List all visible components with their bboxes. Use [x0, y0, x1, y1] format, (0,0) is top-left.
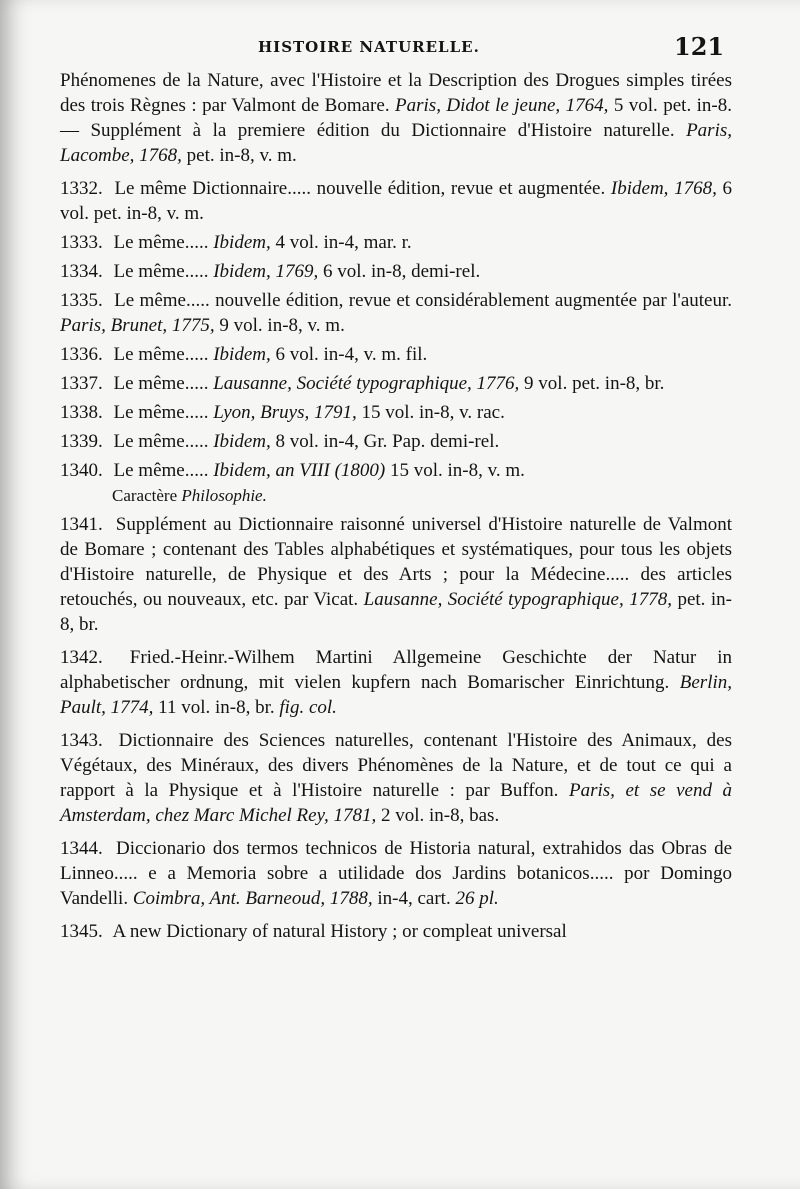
- entry-1340: [60, 458, 732, 508]
- entry-main: Le même.....: [113, 373, 209, 394]
- entry-1332: [60, 176, 732, 226]
- entry-main: Le même.....: [113, 431, 209, 452]
- entry-desc: 5 vol. pet. in-8. — Supplément à la premiere édition du Dictionnaire d'Histoire naturelle.: [60, 95, 733, 141]
- entry-desc: pet. in-8, br.: [60, 589, 733, 635]
- entry-tail: fig. col.: [279, 697, 337, 718]
- entry-main: Le même.....: [113, 232, 209, 253]
- entry-main: Diccionario dos termos technicos de Historia natural, extrahidos das Obras de Linneo..... e a Memoria sobre a utilidade dos Jardins botanicos..... por Domingo Vandelli.: [60, 838, 733, 909]
- entry-number: 1338.: [60, 402, 103, 423]
- entry-number: 1337.: [60, 373, 103, 394]
- entry-tail: 26 pl.: [455, 888, 499, 909]
- entry-imprint: Paris, et se vend à Amsterdam, chez Marc Michel Rey, 1781,: [60, 780, 732, 826]
- entry-1337: [60, 371, 732, 396]
- entry-main: Fried.-Heinr.-Wilhem Martini Allgemeine Geschichte der Natur in alphabetischer ordnung, mit vielen kupfern nach Bomarischer Einrichtung.: [60, 647, 733, 693]
- entry-main: Le même..... nouvelle édition, revue et considérablement augmentée par l'auteur.: [114, 290, 732, 311]
- entry-main: Phénomenes de la Nature, avec l'Histoire et la Description des Drogues simples tirées des trois Règnes : par Valmont de Bomare.: [60, 70, 732, 116]
- entry-number: 1344.: [60, 838, 103, 859]
- entry-imprint: Ibidem,: [213, 232, 271, 253]
- entry-imprint-2: Paris, Lacombe, 1768,: [60, 120, 733, 166]
- entry-main: Le même.....: [113, 344, 209, 365]
- entry-number: 1333.: [60, 232, 103, 253]
- entry-imprint: Ibidem,: [213, 344, 271, 365]
- note-label: Caractère: [112, 486, 178, 505]
- catalog-text: [60, 68, 732, 948]
- entry-desc: in-4, cart.: [377, 888, 451, 909]
- entry-number: 1342.: [60, 647, 103, 668]
- entry-1342: [60, 645, 732, 720]
- entry-number: 1343.: [60, 730, 103, 751]
- entry-main: Le même.....: [113, 402, 209, 423]
- entry-1338: [60, 400, 732, 425]
- entry-desc: 4 vol. in-4, mar. r.: [275, 232, 412, 253]
- entry-1334: [60, 259, 732, 284]
- entry-main: Supplément au Dictionnaire raisonné universel d'Histoire naturelle de Valmont de Bomare ; contenant des Tables alphabétiques et systématiques, pour tous les objets d'Histoire naturelle, de Physique et des Arts ; pour la Médecine..... des articles retouchés, ou nouveaux, etc. par Vicat.: [60, 514, 732, 610]
- entry-main: Le même.....: [113, 261, 209, 282]
- entry-number: 1345.: [60, 921, 103, 942]
- entry-imprint: Ibidem, 1769,: [213, 261, 319, 282]
- entry-imprint: Lausanne, Société typographique, 1778,: [363, 589, 672, 610]
- entry-imprint: Coimbra, Ant. Barneoud, 1788,: [132, 888, 373, 909]
- entry-imprint: Berlin, Pault, 1774,: [60, 672, 733, 718]
- entry-imprint: Paris, Brunet, 1775,: [60, 315, 215, 336]
- note-value: Philosophie.: [181, 486, 267, 505]
- entry-number: 1334.: [60, 261, 103, 282]
- entry-1344: [60, 836, 732, 911]
- page-header: [0, 32, 800, 62]
- entry-main: Le même.....: [113, 460, 209, 481]
- entry-desc: 11 vol. in-8, br.: [158, 697, 275, 718]
- entry-desc: 2 vol. in-8, bas.: [380, 805, 500, 826]
- entry-desc: 9 vol. in-8, v. m.: [219, 315, 345, 336]
- entry-1341: [60, 512, 732, 637]
- page-number: 121: [674, 32, 725, 61]
- entry-desc: 9 vol. pet. in-8, br.: [524, 373, 665, 394]
- entry-main: Dictionnaire des Sciences naturelles, contenant l'Histoire des Animaux, des Végétaux, des Minéraux, des divers Phénomènes de la Nature, et de tout ce qui a rapport à la Physique et à l'Histoire naturelle : par Buffon.: [60, 730, 733, 801]
- entry-1339: [60, 429, 732, 454]
- entry-number: 1339.: [60, 431, 103, 452]
- entry-1345: [60, 919, 732, 944]
- entry-desc: 6 vol. in-4, v. m. fil.: [275, 344, 428, 365]
- continuation-entry: [60, 68, 732, 168]
- entry-number: 1332.: [60, 178, 103, 199]
- entry-desc: 6 vol. in-8, demi-rel.: [322, 261, 481, 282]
- entry-imprint: Paris, Didot le jeune, 1764,: [395, 95, 609, 116]
- entry-main: Le même Dictionnaire..... nouvelle édition, revue et augmentée.: [114, 178, 606, 199]
- entry-imprint: Ibidem,: [213, 431, 271, 452]
- entry-imprint: Lyon, Bruys, 1791,: [213, 402, 357, 423]
- entry-desc: 8 vol. in-4, Gr. Pap. demi-rel.: [275, 431, 500, 452]
- entry-number: 1336.: [60, 344, 103, 365]
- entry-desc: 15 vol. in-8, v. rac.: [361, 402, 505, 423]
- entry-desc: 15 vol. in-8, v. m.: [389, 460, 525, 481]
- entry-desc: 6 vol. pet. in-8, v. m.: [60, 178, 733, 224]
- entry-number: 1341.: [60, 514, 103, 535]
- entry-imprint: Ibidem, 1768,: [610, 178, 717, 199]
- entry-main: A new Dictionary of natural History ; or compleat universal: [112, 921, 567, 942]
- running-title: HISTOIRE NATURELLE.: [258, 38, 480, 56]
- entry-1343: [60, 728, 732, 828]
- entry-imprint: Ibidem, an VIII (1800): [213, 460, 386, 481]
- entry-1333: [60, 230, 732, 255]
- entry-1336: [60, 342, 732, 367]
- entry-imprint: Lausanne, Société typographique, 1776,: [213, 373, 520, 394]
- typeface-note: [112, 483, 732, 508]
- entry-1335: [60, 288, 732, 338]
- entry-number: 1335.: [60, 290, 103, 311]
- entry-number: 1340.: [60, 460, 103, 481]
- entry-desc-2: pet. in-8, v. m.: [186, 145, 297, 166]
